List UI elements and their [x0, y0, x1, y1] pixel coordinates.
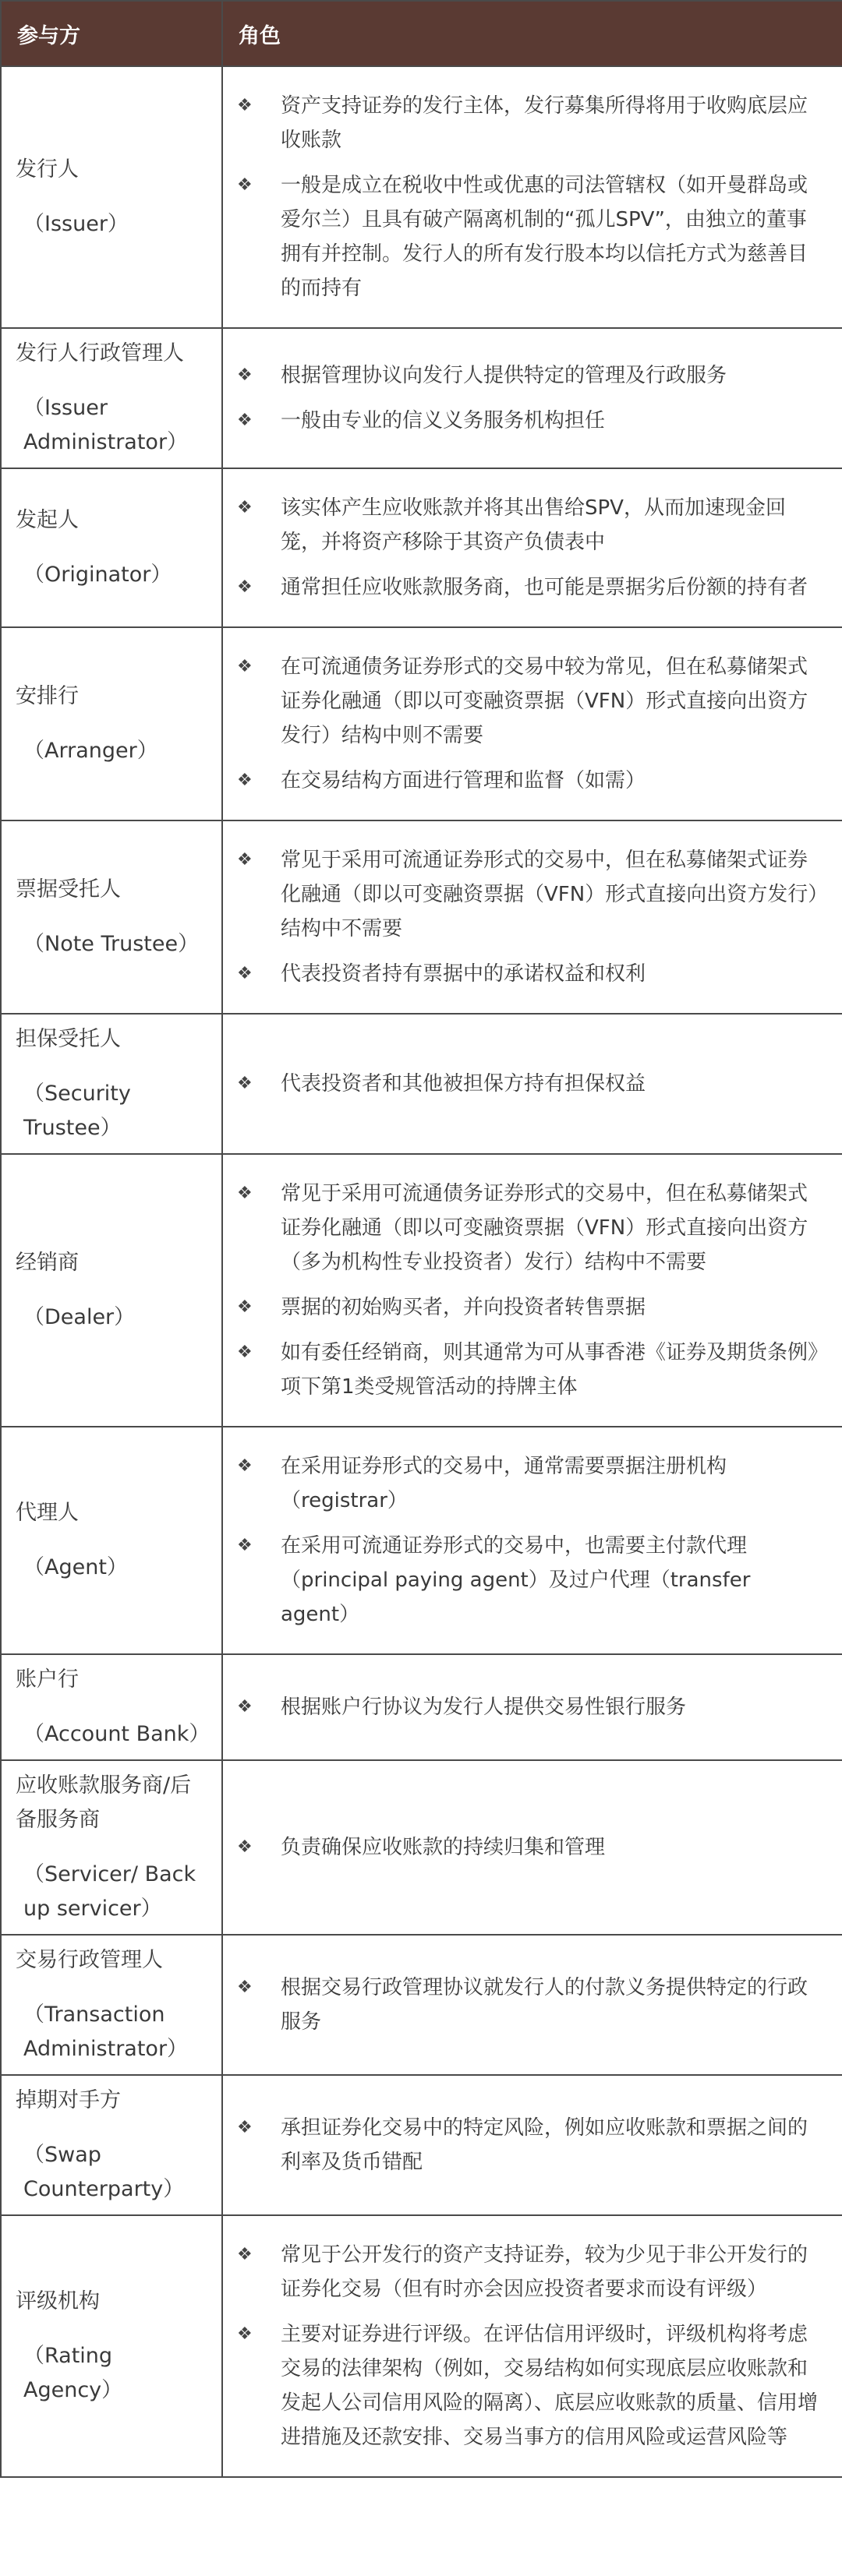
- bullet-diamond-icon: ❖: [237, 850, 253, 870]
- role-cell: [222, 1014, 842, 1154]
- participant-name-zh: 发行人: [16, 157, 79, 182]
- role-item: [237, 764, 823, 798]
- role-cell: [222, 1427, 842, 1654]
- role-list: [237, 1067, 823, 1101]
- role-list: [237, 843, 823, 991]
- role-text: 在采用可流通证券形式的交易中，也需要主付款代理（principal paying agent）及过户代理（transfer agent）: [281, 1534, 751, 1626]
- role-text: 在可流通债务证券形式的交易中较为常见，但在私募储架式证券化融通（即以可变融资票据（VFN）形式直接向出资方发行）结构中则不需要: [281, 655, 808, 747]
- participant-name-en: （Transaction Administrator）: [23, 2003, 189, 2061]
- role-item: [237, 957, 823, 991]
- role-item: [237, 1690, 823, 1724]
- role-cell: [222, 1760, 842, 1935]
- role-cell: [222, 468, 842, 627]
- role-cell: [222, 66, 842, 328]
- participant-cell: [1, 66, 222, 328]
- role-item: [237, 89, 823, 157]
- bullet-diamond-icon: ❖: [237, 1343, 253, 1362]
- role-text: 根据账户行协议为发行人提供交易性银行服务: [281, 1696, 687, 1719]
- bullet-diamond-icon: ❖: [237, 1297, 253, 1317]
- role-list: [237, 1830, 823, 1865]
- table-row: [1, 468, 842, 627]
- participant-name-zh: 安排行: [16, 684, 79, 708]
- table-row: [1, 1014, 842, 1154]
- bullet-diamond-icon: ❖: [237, 1074, 253, 1093]
- participant-name-en: （Rating Agency）: [23, 2344, 123, 2402]
- role-list: [237, 2238, 823, 2454]
- role-list: [237, 491, 823, 605]
- role-cell: [222, 2075, 842, 2215]
- role-item: [237, 570, 823, 605]
- role-cell: [222, 1654, 842, 1760]
- participant-name-zh: 应收账款服务商/后备服务商: [16, 1773, 192, 1832]
- participant-name-zh: 评级机构: [16, 2289, 100, 2313]
- role-text: 负责确保应收账款的持续归集和管理: [281, 1836, 606, 1859]
- participant-name-en: （Issuer Administrator）: [23, 396, 189, 454]
- role-text: 根据管理协议向发行人提供特定的管理及行政服务: [281, 364, 727, 387]
- participant-name-en: （Issuer）: [23, 212, 129, 236]
- bullet-diamond-icon: ❖: [237, 1978, 253, 1997]
- participant-name-zh: 发行人行政管理人: [16, 341, 184, 365]
- role-text: 如有委任经销商，则其通常为可从事香港《证券及期货条例》项下第1类受规管活动的持牌主体: [281, 1341, 819, 1399]
- role-text: 主要对证券进行评级。在评估信用评级时，评级机构将考虑交易的法律架构（例如，交易结构如何实现底层应收账款和发起人公司信用风险的隔离）、底层应收账款的质量、信用增进措施及还款安排、交易当事方的信用风险或运营风险等: [281, 2323, 819, 2449]
- participant-name-en: （Originator）: [23, 563, 172, 587]
- table-row: [1, 1427, 842, 1654]
- role-text: 一般由专业的信义义务服务机构担任: [281, 409, 606, 432]
- participant-cell: [1, 328, 222, 468]
- participant-name-en: （Swap Counterparty）: [23, 2143, 185, 2201]
- role-item: [237, 2238, 823, 2306]
- bullet-diamond-icon: ❖: [237, 964, 253, 983]
- table-header-row: [1, 1, 842, 66]
- table-row: [1, 1935, 842, 2075]
- bullet-diamond-icon: ❖: [237, 657, 253, 676]
- table-row: [1, 1760, 842, 1935]
- role-text: 资产支持证券的发行主体，发行募集所得将用于收购底层应收账款: [281, 94, 808, 152]
- role-text: 一般是成立在税收中性或优惠的司法管辖权（如开曼群岛或爱尔兰）且具有破产隔离机制的“孤儿SPV”，由独立的董事拥有并控制。发行人的所有发行股本均以信托方式为慈善目的而持有: [281, 174, 808, 300]
- bullet-diamond-icon: ❖: [237, 411, 253, 430]
- role-list: [237, 1690, 823, 1724]
- role-item: [237, 2111, 823, 2179]
- bullet-diamond-icon: ❖: [237, 2324, 253, 2344]
- participant-name-en: （Dealer）: [23, 1305, 136, 1329]
- participant-cell: [1, 1014, 222, 1154]
- role-item: [237, 491, 823, 559]
- participant-name-zh: 交易行政管理人: [16, 1948, 163, 1972]
- table-row: [1, 820, 842, 1014]
- role-item: [237, 1971, 823, 2039]
- role-list: [237, 1177, 823, 1404]
- role-list: [237, 358, 823, 438]
- participant-cell: [1, 468, 222, 627]
- role-cell: [222, 627, 842, 820]
- bullet-diamond-icon: ❖: [237, 175, 253, 195]
- table-row: [1, 1154, 842, 1427]
- bullet-diamond-icon: ❖: [237, 2118, 253, 2137]
- role-item: [237, 1336, 823, 1404]
- role-list: [237, 1971, 823, 2039]
- role-item: [237, 1067, 823, 1101]
- table-row: [1, 2215, 842, 2477]
- participant-name-en: （Arranger）: [23, 739, 158, 763]
- role-text: 承担证券化交易中的特定风险，例如应收账款和票据之间的利率及货币错配: [281, 2116, 808, 2174]
- role-cell: [222, 1935, 842, 2075]
- bullet-diamond-icon: ❖: [237, 1536, 253, 1555]
- table-row: [1, 1654, 842, 1760]
- participant-cell: [1, 1654, 222, 1760]
- participant-cell: [1, 2215, 222, 2477]
- role-item: [237, 1830, 823, 1865]
- header-participant: 参与方: [1, 1, 222, 66]
- bullet-diamond-icon: ❖: [237, 498, 253, 517]
- participant-cell: [1, 820, 222, 1014]
- role-item: [237, 168, 823, 305]
- role-text: 通常担任应收账款服务商，也可能是票据劣后份额的持有者: [281, 576, 808, 599]
- role-item: [237, 2317, 823, 2454]
- participant-name-zh: 代理人: [16, 1501, 79, 1525]
- role-item: [237, 1177, 823, 1279]
- bullet-diamond-icon: ❖: [237, 2245, 253, 2264]
- role-text: 在采用证券形式的交易中，通常需要票据注册机构（registrar）: [281, 1455, 727, 1512]
- participant-cell: [1, 627, 222, 820]
- role-item: [237, 843, 823, 946]
- table-row: [1, 66, 842, 328]
- participant-name-zh: 发起人: [16, 508, 79, 532]
- role-cell: [222, 820, 842, 1014]
- role-text: 常见于采用可流通证券形式的交易中，但在私募储架式证券化融通（即以可变融资票据（VFN）形式直接向出资方发行）结构中不需要: [281, 849, 819, 940]
- bullet-diamond-icon: ❖: [237, 771, 253, 790]
- role-text: 在交易结构方面进行管理和监督（如需）: [281, 769, 646, 792]
- participant-name-zh: 账户行: [16, 1667, 79, 1692]
- bullet-diamond-icon: ❖: [237, 365, 253, 385]
- participant-cell: [1, 1935, 222, 2075]
- bullet-diamond-icon: ❖: [237, 1837, 253, 1857]
- participant-cell: [1, 1760, 222, 1935]
- bullet-diamond-icon: ❖: [237, 1697, 253, 1717]
- bullet-diamond-icon: ❖: [237, 577, 253, 597]
- role-text: 常见于采用可流通债务证券形式的交易中，但在私募储架式证券化融通（即以可变融资票据（VFN）形式直接向出资方（多为机构性专业投资者）发行）结构中不需要: [281, 1182, 808, 1274]
- bullet-diamond-icon: ❖: [237, 1184, 253, 1203]
- header-role: 角色: [222, 1, 842, 66]
- role-text: 代表投资者和其他被担保方持有担保权益: [281, 1072, 646, 1096]
- role-list: [237, 2111, 823, 2179]
- participant-name-en: （Account Bank）: [23, 1722, 210, 1746]
- participant-name-en: （Servicer/ Back up servicer）: [23, 1862, 196, 1921]
- role-cell: [222, 328, 842, 468]
- participant-name-zh: 掉期对手方: [16, 2088, 121, 2112]
- role-text: 根据交易行政管理协议就发行人的付款义务提供特定的行政服务: [281, 1976, 808, 2034]
- role-item: [237, 404, 823, 438]
- role-item: [237, 1290, 823, 1325]
- role-cell: [222, 2215, 842, 2477]
- bullet-diamond-icon: ❖: [237, 1456, 253, 1476]
- bullet-diamond-icon: ❖: [237, 96, 253, 115]
- participant-name-zh: 担保受托人: [16, 1027, 121, 1051]
- participant-name-en: （Note Trustee）: [23, 932, 200, 956]
- role-text: 该实体产生应收账款并将其出售给SPV，从而加速现金回笼，并将资产移除于其资产负债表中: [281, 496, 786, 554]
- role-cell: [222, 1154, 842, 1427]
- participant-cell: [1, 1427, 222, 1654]
- role-list: [237, 89, 823, 305]
- role-item: [237, 1449, 823, 1518]
- participant-name-en: （Security Trustee）: [23, 1082, 131, 1140]
- role-item: [237, 358, 823, 393]
- participant-name-zh: 经销商: [16, 1251, 79, 1275]
- participant-name-en: （Agent）: [23, 1555, 128, 1579]
- role-list: [237, 1449, 823, 1632]
- role-text: 常见于公开发行的资产支持证券，较为少见于非公开发行的证券化交易（但有时亦会因应投资者要求而设有评级）: [281, 2243, 808, 2301]
- role-text: 票据的初始购买者，并向投资者转售票据: [281, 1296, 646, 1319]
- role-list: [237, 650, 823, 798]
- participant-cell: [1, 2075, 222, 2215]
- table-row: [1, 2075, 842, 2215]
- table-row: [1, 627, 842, 820]
- table-row: [1, 328, 842, 468]
- role-item: [237, 1529, 823, 1632]
- participant-name-zh: 票据受托人: [16, 877, 121, 902]
- role-text: 代表投资者持有票据中的承诺权益和权利: [281, 962, 646, 986]
- participant-cell: [1, 1154, 222, 1427]
- role-item: [237, 650, 823, 753]
